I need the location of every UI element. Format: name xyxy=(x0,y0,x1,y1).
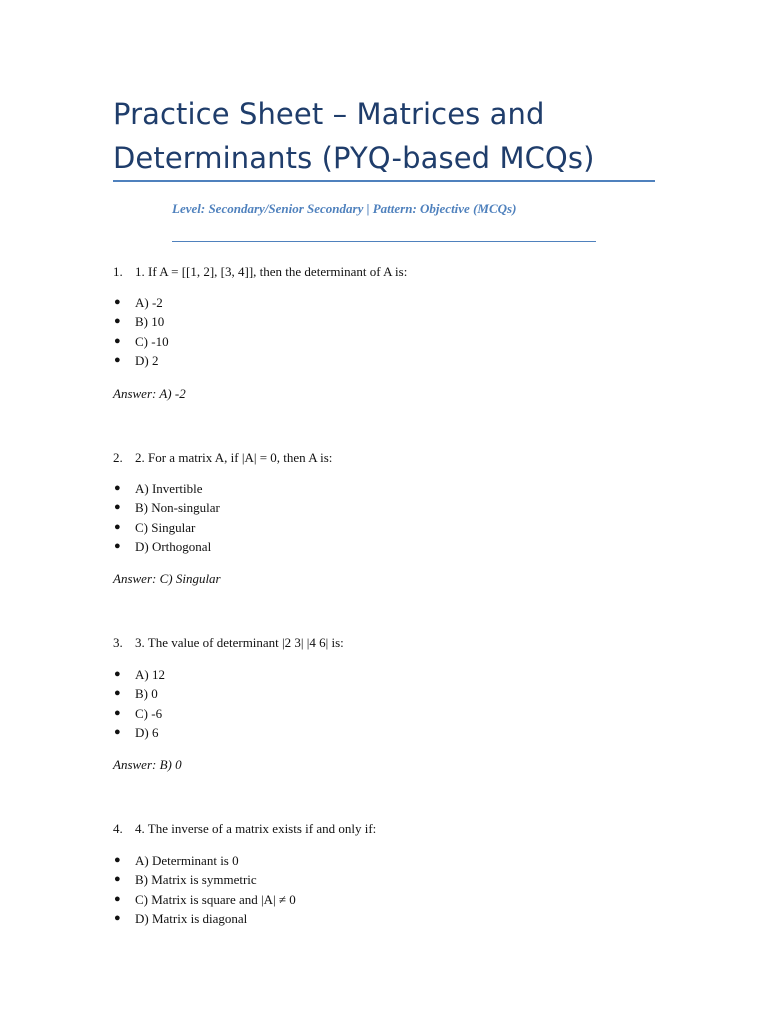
option-text: C) -10 xyxy=(135,333,169,349)
question-number: 4. xyxy=(113,821,123,836)
option-text: D) 6 xyxy=(135,724,159,740)
option-text: D) Matrix is diagonal xyxy=(135,910,248,926)
option-text: A) Determinant is 0 xyxy=(135,853,239,868)
bullet-icon: ● xyxy=(114,501,121,514)
bullet-icon: ● xyxy=(114,353,121,366)
bullet-icon: ● xyxy=(114,668,121,680)
bullet-icon: ● xyxy=(114,315,121,328)
question-number: 2. xyxy=(113,450,123,465)
option-text: B) 0 xyxy=(135,686,158,702)
question-1 xyxy=(113,262,713,401)
bullet-icon: ● xyxy=(114,687,121,700)
answer-text: Answer: C) Singular xyxy=(113,571,221,586)
answer-text: Answer: B) 0 xyxy=(113,757,182,772)
subtitle: Level: Secondary/Senior Secondary | Pattern: Objective (MCQs) xyxy=(172,201,517,216)
question-text: 1. If A = [[1, 2], [3, 4]], then the determinant of A is: xyxy=(135,264,408,279)
option-text: D) Orthogonal xyxy=(135,538,212,554)
option-text: A) -2 xyxy=(135,295,163,310)
option-text: C) Singular xyxy=(135,519,196,535)
bullet-icon: ● xyxy=(114,854,121,866)
option-text: B) Non-singular xyxy=(135,500,220,516)
bullet-icon: ● xyxy=(114,334,121,347)
question-stem xyxy=(113,262,713,282)
question-stem xyxy=(113,819,713,839)
question-text: 2. For a matrix A, if |A| = 0, then A is: xyxy=(135,450,333,465)
bullet-icon: ● xyxy=(114,539,121,552)
bullet-icon: ● xyxy=(114,873,121,886)
bullet-icon: ● xyxy=(114,296,121,308)
bullet-icon: ● xyxy=(114,892,121,905)
page-title: Practice Sheet – Matrices and Determinants (PYQ-based MCQs) xyxy=(113,97,595,175)
option-text: C) -6 xyxy=(135,705,163,721)
bullet-icon: ● xyxy=(114,482,121,494)
question-2 xyxy=(113,448,713,586)
option-text: B) 10 xyxy=(135,314,165,330)
bullet-icon: ● xyxy=(114,706,121,719)
answer-text: Answer: A) -2 xyxy=(113,386,186,401)
question-stem xyxy=(113,633,713,653)
question-text: 3. The value of determinant |2 3| |4 6| is: xyxy=(135,635,344,650)
option-text: B) Matrix is symmetric xyxy=(135,872,257,888)
question-number: 1. xyxy=(113,264,123,279)
option-text: C) Matrix is square and |A| ≠ 0 xyxy=(135,891,296,907)
question-stem xyxy=(113,448,713,468)
subtitle-divider xyxy=(172,241,596,242)
question-4 xyxy=(113,819,713,926)
bullet-icon: ● xyxy=(114,725,121,738)
option-text: A) 12 xyxy=(135,667,165,682)
bullet-icon: ● xyxy=(114,520,121,533)
option-text: A) Invertible xyxy=(135,481,203,496)
question-text: 4. The inverse of a matrix exists if and only if: xyxy=(135,821,377,836)
title-divider xyxy=(113,180,655,182)
bullet-icon: ● xyxy=(114,911,121,924)
question-number: 3. xyxy=(113,635,123,650)
option-text: D) 2 xyxy=(135,352,159,368)
question-3 xyxy=(113,633,713,772)
